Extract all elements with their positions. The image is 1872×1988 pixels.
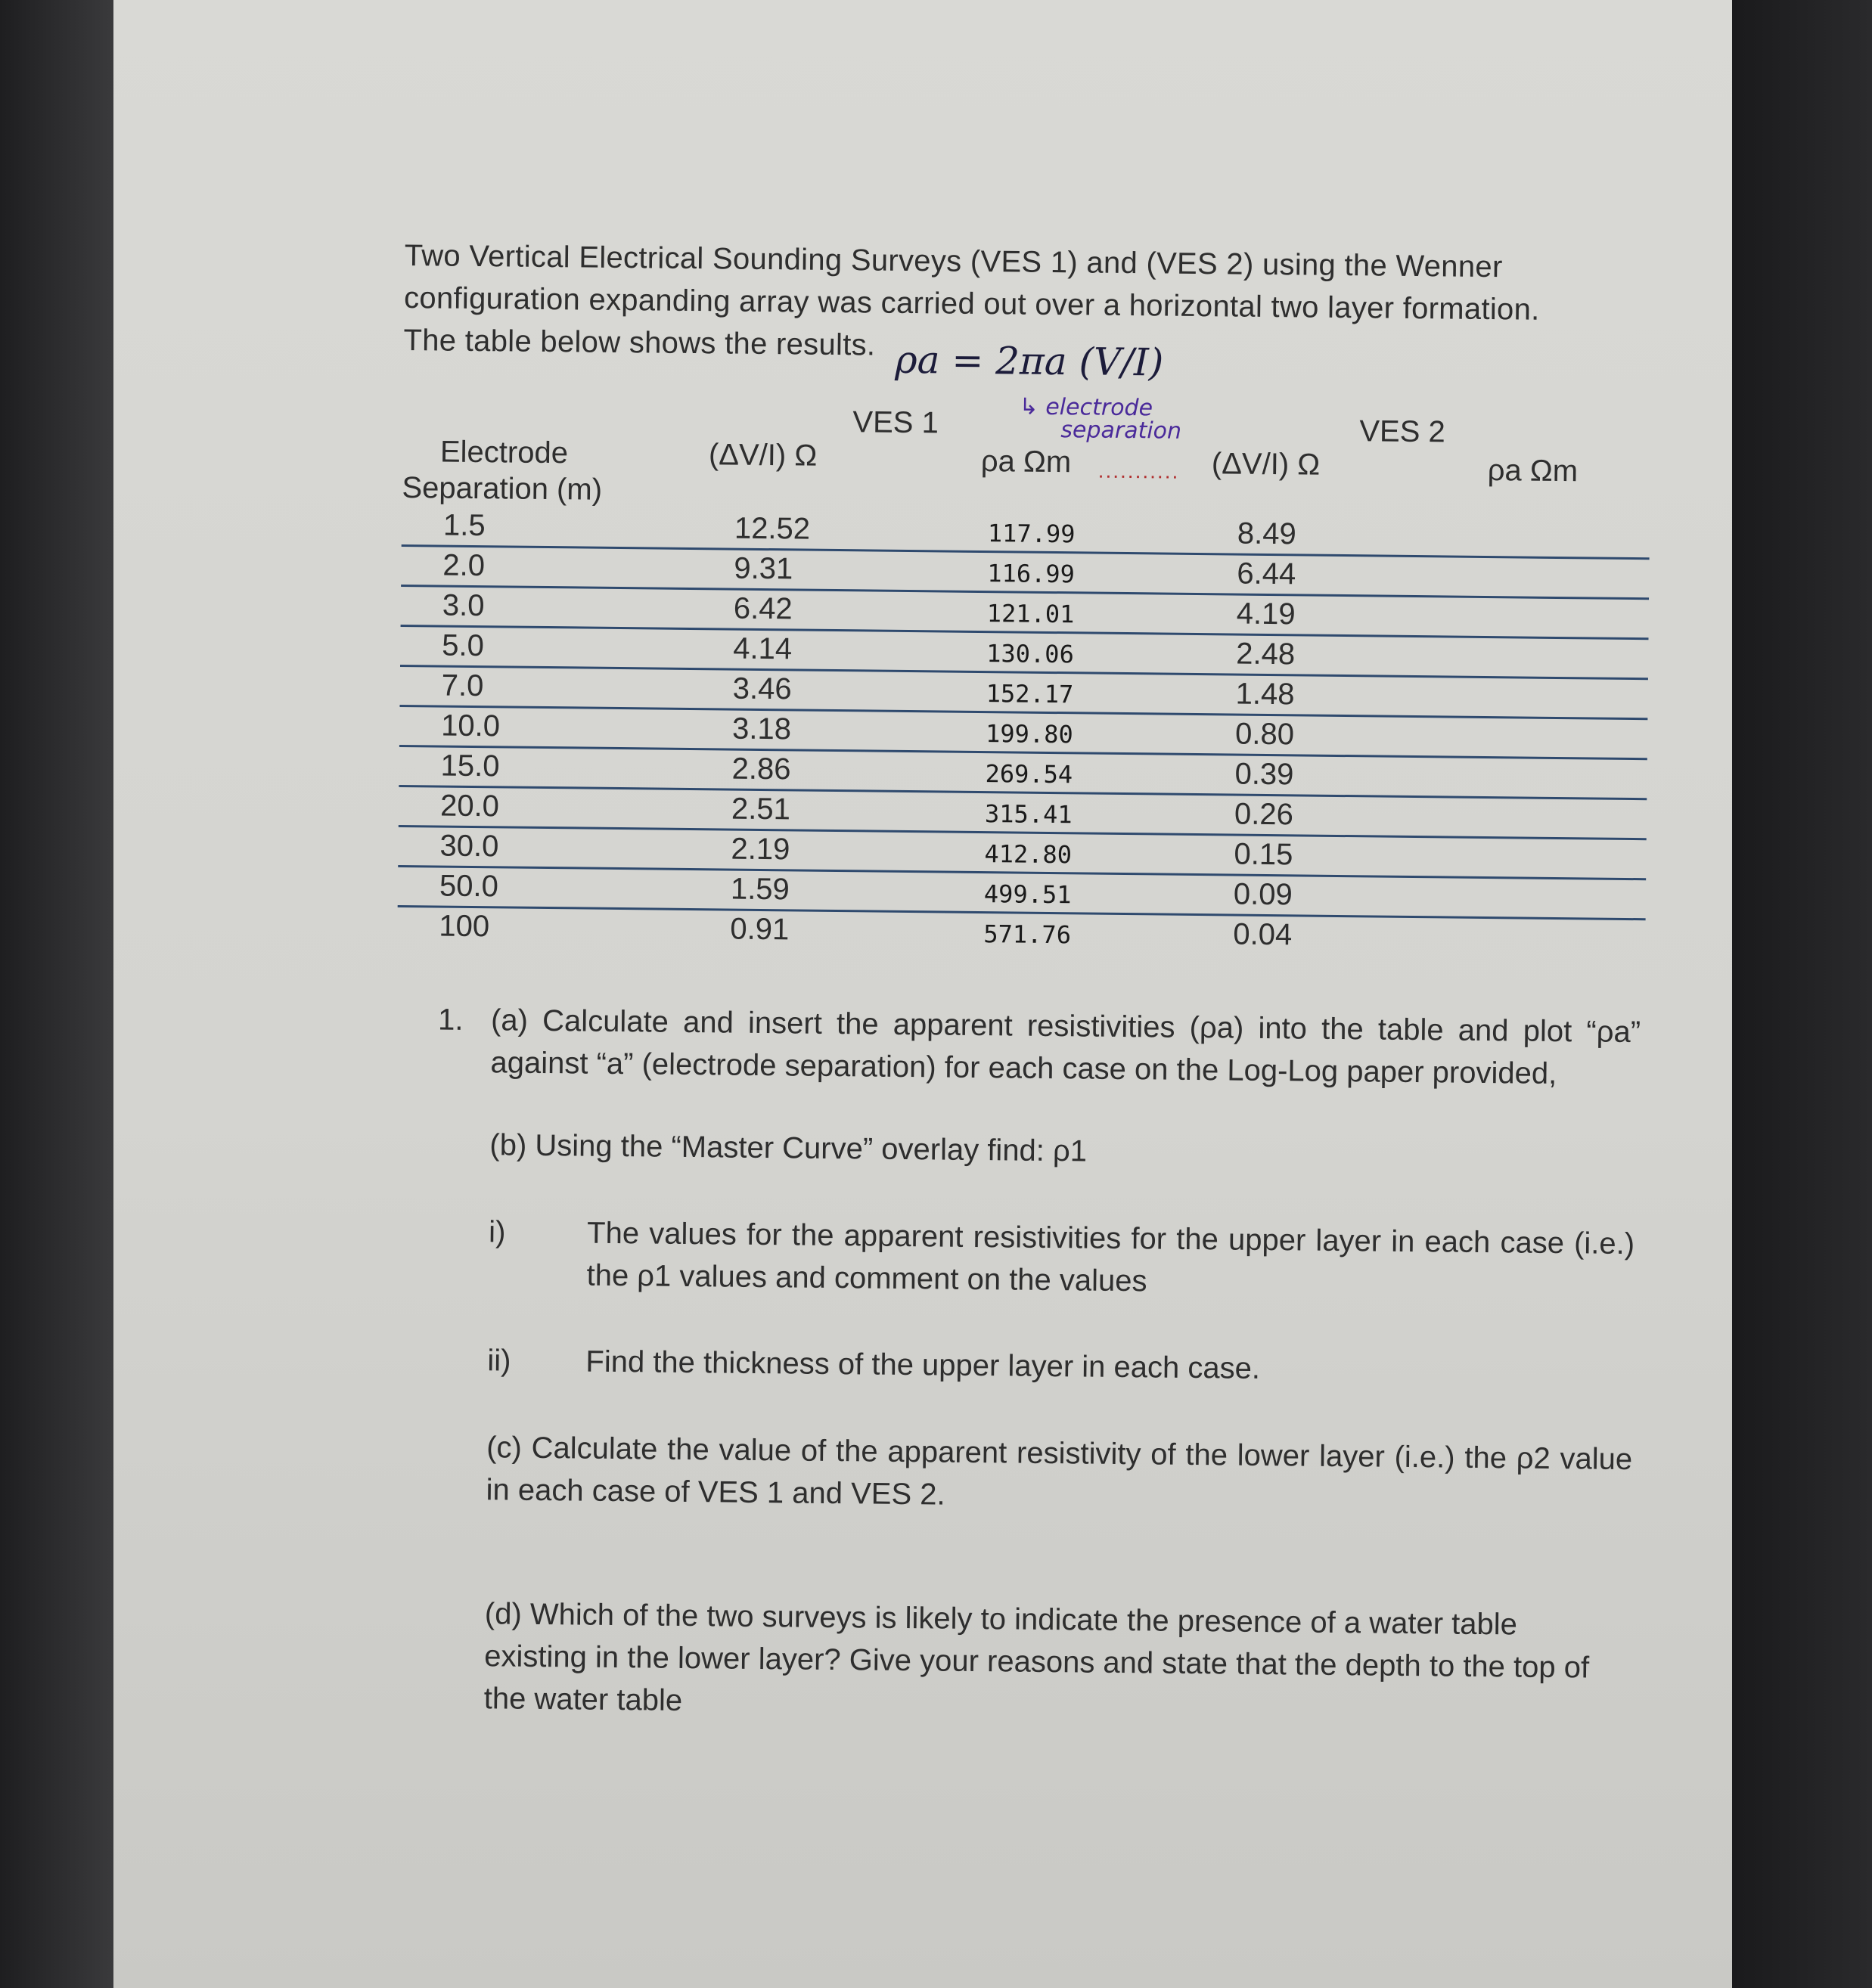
handwritten-note xyxy=(1019,393,1182,445)
question-1b-i-label: i) xyxy=(488,1215,506,1249)
ves2-rho-header: ρa Ωm xyxy=(1487,454,1579,488)
question-1b-ii-label: ii) xyxy=(487,1344,511,1378)
ves2-dvi-cell: 8.49 xyxy=(1237,516,1297,551)
ves1-dvi-cell: 4.14 xyxy=(733,631,793,666)
ves1-dvi-cell: 2.51 xyxy=(731,792,791,827)
ves1-dvi-cell: 1.59 xyxy=(730,872,790,907)
ves2-dvi-cell: 0.80 xyxy=(1234,717,1295,752)
ves1-rho-cell: 130.06 xyxy=(986,639,1075,669)
ves1-rho-header: ρa Ωm xyxy=(980,444,1072,479)
separation-header-line2: Separation (m) xyxy=(402,470,603,507)
separation-cell: 5.0 xyxy=(442,628,485,663)
ves2-dvi-cell: 0.04 xyxy=(1233,917,1293,952)
ves1-dvi-cell: 6.42 xyxy=(733,591,793,626)
ves1-dvi-cell: 12.52 xyxy=(734,511,811,546)
ves1-rho-cell: 152.17 xyxy=(986,679,1074,709)
separation-cell: 10.0 xyxy=(440,709,501,743)
separation-cell: 15.0 xyxy=(440,749,500,783)
question-1a: (a) Calculate and insert the apparent resistivities (ρa) into the table and plot “ρa” against “a” (electrode separation) for each case on the Log-Log paper provided, xyxy=(490,1003,1641,1091)
ves1-rho-cell: 412.80 xyxy=(984,839,1073,870)
results-table xyxy=(397,507,1650,958)
handwritten-note-line: separation xyxy=(1060,417,1182,445)
ves2-dvi-cell: 1.48 xyxy=(1235,677,1295,712)
question-1b-ii: Find the thickness of the upper layer in each case. xyxy=(585,1344,1261,1385)
ves1-dvi-cell: 0.91 xyxy=(730,912,790,947)
ves1-dvi-header: (ΔV/I) Ω xyxy=(708,438,818,473)
ves1-header: VES 1 xyxy=(852,405,939,440)
ves1-rho-cell: 199.80 xyxy=(985,719,1073,749)
ves1-dvi-cell: 2.19 xyxy=(731,832,790,867)
intro-line: The table below shows the results. xyxy=(403,323,876,362)
separation-cell: 3.0 xyxy=(442,588,485,623)
separation-cell: 20.0 xyxy=(439,789,500,823)
handwritten-formula: ρa = 2πa (V/I) xyxy=(894,337,1164,385)
ves1-rho-cell: 116.99 xyxy=(987,559,1076,589)
ves1-rho-cell: 269.54 xyxy=(985,759,1073,789)
handwritten-note-line: ↳ electrode xyxy=(1019,393,1153,422)
dotted-leader: ........... xyxy=(1097,458,1180,483)
separation-cell: 2.0 xyxy=(442,548,486,583)
ves1-rho-cell: 315.41 xyxy=(984,799,1073,830)
ves1-rho-cell: 571.76 xyxy=(983,920,1072,950)
intro-line: Two Vertical Electrical Sounding Surveys (VES 1) and (VES 2) using the Wenner xyxy=(404,238,1503,284)
ves2-dvi-header: (ΔV/I) Ω xyxy=(1211,447,1321,482)
desk-background-left xyxy=(0,0,113,1988)
document-content xyxy=(402,234,1653,1717)
ves1-rho-cell: 121.01 xyxy=(986,599,1075,629)
document-page xyxy=(113,0,1732,1988)
ves2-dvi-cell: 2.48 xyxy=(1236,637,1296,671)
question-1b-i: The values for the apparent resistivities for the upper layer in each case (i.e.) the ρ1 values and comment on the values xyxy=(586,1216,1635,1298)
separation-cell: 50.0 xyxy=(439,869,499,904)
separation-cell: 7.0 xyxy=(441,668,484,703)
desk-background-right xyxy=(1732,0,1872,1988)
ves2-dvi-cell: 0.26 xyxy=(1234,797,1294,832)
separation-cell: 30.0 xyxy=(439,829,499,864)
question-1b: (b) Using the “Master Curve” overlay find: ρ1 xyxy=(489,1128,1088,1168)
intro-line: configuration expanding array was carried out over a horizontal two layer formation. xyxy=(403,281,1540,327)
question-number: 1. xyxy=(437,1003,464,1037)
ves2-dvi-cell: 4.19 xyxy=(1236,597,1296,631)
ves1-dvi-cell: 2.86 xyxy=(731,752,791,786)
separation-cell: 100 xyxy=(439,909,490,944)
question-1c: (c) Calculate the value of the apparent resistivity of the lower layer (i.e.) the ρ2 value in each case of VES 1 and VES 2. xyxy=(486,1431,1633,1512)
ves2-dvi-cell: 6.44 xyxy=(1237,557,1296,591)
ves1-rho-cell: 117.99 xyxy=(987,519,1076,549)
ves1-dvi-cell: 3.18 xyxy=(731,712,792,746)
ves1-dvi-cell: 9.31 xyxy=(734,551,793,586)
ves2-header: VES 2 xyxy=(1359,414,1445,449)
separation-header: Electrode xyxy=(439,435,569,470)
question-1d: (d) Which of the two surveys is likely to indicate the presence of a water table existing in the lower layer? Give your reasons and state that the depth to the top of the water table xyxy=(483,1597,1590,1717)
ves1-dvi-cell: 3.46 xyxy=(732,671,792,706)
ves2-dvi-cell: 0.15 xyxy=(1234,837,1293,872)
separation-cell: 1.5 xyxy=(442,508,486,543)
ves2-dvi-cell: 0.09 xyxy=(1233,877,1293,912)
ves1-rho-cell: 499.51 xyxy=(983,879,1072,910)
ves2-dvi-cell: 0.39 xyxy=(1234,757,1294,792)
